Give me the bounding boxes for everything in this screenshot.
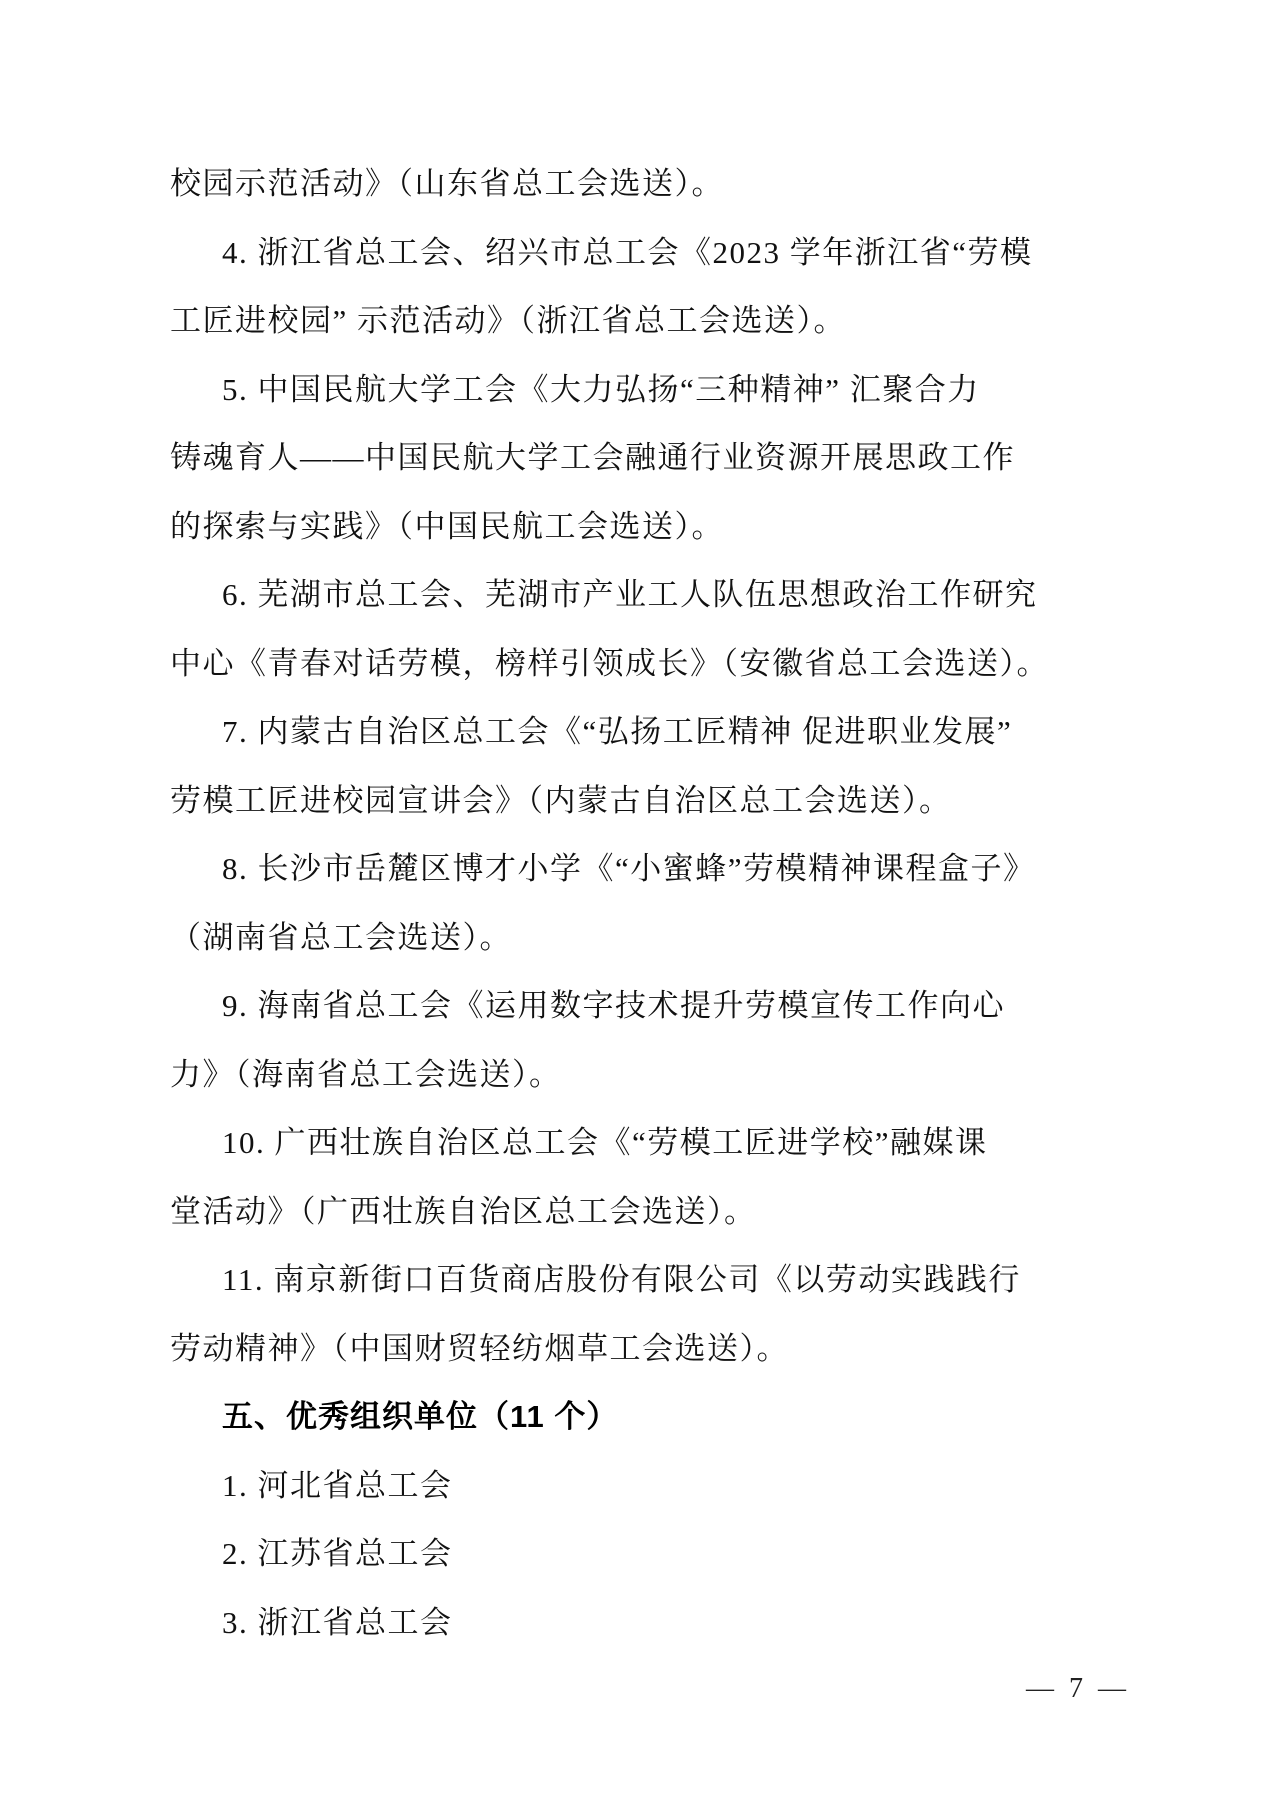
paragraph-item10-line1: 10. 广西壮族自治区总工会《“劳模工匠进学校”融媒课	[222, 1125, 988, 1160]
paragraph-item4-line2: 工匠进校园” 示范活动》（浙江省总工会选送）。	[170, 303, 847, 338]
paragraph-item9-line1: 9. 海南省总工会《运用数字技术提升劳模宣传工作向心	[222, 988, 1005, 1023]
paragraph-item7-line1: 7. 内蒙古自治区总工会《“弘扬工匠精神 促进职业发展”	[222, 714, 1013, 749]
paragraph-item5-line3: 的探索与实践》（中国民航工会选送）。	[170, 508, 724, 544]
org-list-item-1: 1. 河北省总工会	[222, 1467, 453, 1503]
paragraph-item11-line1: 11. 南京新街口百货商店股份有限公司《以劳动实践践行	[222, 1262, 1021, 1297]
document-body	[170, 150, 1115, 1657]
paragraph-item9-line2: 力》（海南省总工会选送）。	[170, 1056, 562, 1092]
section-heading-5: 五、优秀组织单位（11 个）	[222, 1399, 619, 1434]
paragraph-item3-line2: 校园示范活动》（山东省总工会选送）。	[170, 166, 724, 201]
paragraph-item11-line2: 劳动精神》（中国财贸轻纺烟草工会选送）。	[170, 1330, 789, 1366]
paragraph-item5-line1: 5. 中国民航大学工会《大力弘扬“三种精神” 汇聚合力	[222, 371, 980, 407]
page-number: — 7 —	[1026, 1673, 1130, 1704]
paragraph-item10-line2: 堂活动》（广西壮族自治区总工会选送）。	[170, 1193, 757, 1229]
paragraph-item4-line1: 4. 浙江省总工会、绍兴市总工会《2023 学年浙江省“劳模	[222, 234, 1033, 270]
org-list-item-3: 3. 浙江省总工会	[222, 1604, 453, 1640]
paragraph-item6-line1: 6. 芜湖市总工会、芜湖市产业工人队伍思想政治工作研究	[222, 577, 1038, 612]
paragraph-item8-line2: （湖南省总工会选送）。	[170, 919, 512, 955]
paragraph-item5-line2: 铸魂育人——中国民航大学工会融通行业资源开展思政工作	[170, 440, 1015, 475]
paragraph-item7-line2: 劳模工匠进校园宣讲会》（内蒙古自治区总工会选送）。	[170, 782, 952, 818]
paragraph-item8-line1: 8. 长沙市岳麓区博才小学《“小蜜蜂”劳模精神课程盒子》	[222, 851, 1036, 886]
org-list-item-2: 2. 江苏省总工会	[222, 1536, 453, 1571]
paragraph-item6-line2: 中心《青春对话劳模，榜样引领成长》（安徽省总工会选送）。	[170, 645, 1049, 681]
